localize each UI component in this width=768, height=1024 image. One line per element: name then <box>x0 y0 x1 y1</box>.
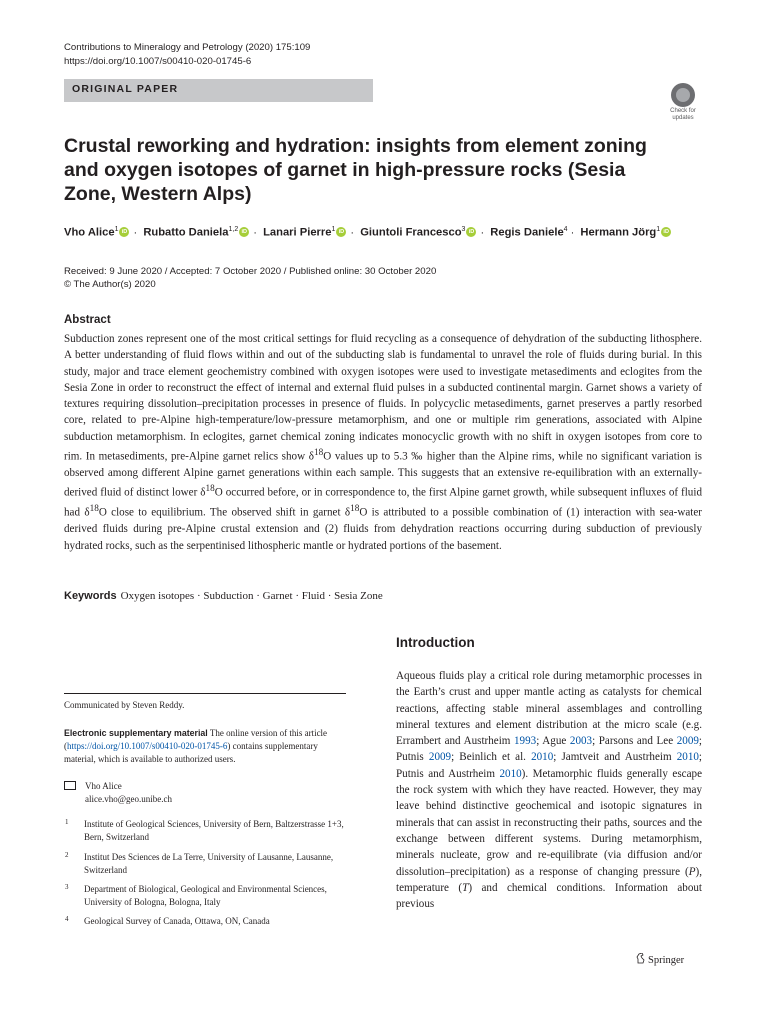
communicated-by: Communicated by Steven Reddy. <box>64 700 185 710</box>
citation-link[interactable]: 2010 <box>676 751 699 764</box>
introduction-body: Aqueous fluids play a critical role during metamorphic processes in the Earth’s crust and upper mantle acting as catalysts for chemical reactions, affecting stable mineral assemblages and controlling mineral textures and element distribution at the micro scale (e.g. Errambert and Austrheim 1993; Ague 2003; Parsons and Lee 2009; Putnis 2009; Beinlich et al. 2010; Jamtveit and Austrheim 2010; Putnis and Austrheim 2010). Metamorphic fluids generally escape the rock system with which they have reacted. However, they may leave behind distinctive geochemical and isotopic signatures in minerals that can assist in reconstructing their paths, sources and the exchange between different systems. During metamorphism, minerals nucleate, grow and re-equilibrate (via diffusion and/or dissolution–precipitation) as a response of changing pressure (P), temperature (T) and chemical conditions. Information about previous <box>396 670 702 911</box>
journal-citation: Contributions to Mineralogy and Petrology (2020) 175:109 <box>64 42 311 53</box>
author-name[interactable]: Regis Daniele <box>490 226 564 239</box>
dates-line: Received: 9 June 2020 / Accepted: 7 October 2020 / Published online: 30 October 2020 <box>64 266 437 277</box>
orcid-icon[interactable] <box>466 227 476 237</box>
supplementary-material-note: Electronic supplementary material The online version of this article (https://doi.org/10.1007/s00410-020-01745-6) contains supplementary material, which is available to authorized users. <box>64 728 328 764</box>
publisher-name: Springer <box>648 955 685 966</box>
affiliation-2: 2 Institut Des Sciences de La Terre, University of Lausanne, Lausanne, Switzerland <box>65 851 334 875</box>
footnote-divider <box>64 693 346 694</box>
author-name[interactable]: Lanari Pierre <box>263 226 332 239</box>
orcid-icon[interactable] <box>336 227 346 237</box>
abstract-heading: Abstract <box>64 314 111 326</box>
citation-link[interactable]: 2009 <box>428 751 452 764</box>
introduction-heading: Introduction <box>396 635 475 650</box>
author-affiliation: 3 <box>461 226 466 233</box>
check-for-updates-badge[interactable] <box>663 83 703 125</box>
author-affiliation: 4 <box>563 226 568 233</box>
affiliation-1: 1 Institute of Geological Sciences, University of Bern, Baltzerstrasse 1+3, Bern, Switzerland <box>65 818 344 842</box>
publisher-mark <box>636 953 684 966</box>
badge-line-2: updates <box>672 115 694 121</box>
citation-link[interactable]: 2009 <box>676 735 699 748</box>
author-affiliation: 1 <box>331 226 336 233</box>
affiliation-3: 3 Department of Biological, Geological and Environmental Sciences, University of Bologna, Bologna, Italy <box>65 883 327 907</box>
author-name[interactable]: Giuntoli Francesco <box>360 226 462 239</box>
author-name[interactable]: Hermann Jörg <box>580 226 657 239</box>
author-affiliation: 1 <box>656 226 661 233</box>
corresponding-author <box>64 780 172 806</box>
author-affiliation: 1 <box>114 226 119 233</box>
author-name[interactable]: Rubatto Daniela <box>143 226 229 239</box>
author-name[interactable]: Vho Alice <box>64 226 115 239</box>
journal-header <box>64 41 310 69</box>
badge-line-1: Check for <box>670 108 696 114</box>
author-separator: · <box>350 226 355 239</box>
paper-type-band <box>64 79 373 102</box>
orcid-icon[interactable] <box>119 227 129 237</box>
publication-dates <box>64 265 436 291</box>
citation-link[interactable]: 2010 <box>499 767 522 780</box>
envelope-icon <box>64 781 76 790</box>
author-separator: · <box>570 226 575 239</box>
check-for-updates-icon <box>671 83 695 107</box>
esm-doi-link[interactable]: https://doi.org/10.1007/s00410-020-01745-6 <box>67 741 228 751</box>
paper-type-label: ORIGINAL PAPER <box>72 83 179 95</box>
contact-name: Vho Alice <box>85 781 122 791</box>
author-affiliation: 1,2 <box>228 226 239 233</box>
author-separator: · <box>480 226 485 239</box>
author-separator: · <box>133 226 138 239</box>
abstract-body: Subduction zones represent one of the most critical settings for fluid recycling as a consequence of dehydration of the subducting lithosphere. A better understanding of fluid flows within and out of the subducting slab is fundamental to unravel the role of fluids during burial. In this study, major and trace element geochemistry combined with oxygen isotopes were used to investigate metasediments and eclogites from the Sesia Zone in order to reconstruct the effect of internal and external fluid pulses in a subducted continental margin. Garnet shows a variety of textures requiring dissolution–precipitation processes in presence of fluids. In polycyclic metasediments, garnet preserves a partly resorbed core, related to pre-Alpine high-temperature/low-pressure metamorphism, and one or multiple rim generations, associated with Alpine subduction metamorphism. In eclogites, garnet chemical zoning indicates monocyclic growth with no shift in oxygen isotopes from core to rim. In metasediments, pre-Alpine garnet relics show $\delta^{18}O$ values up to 5.3 ‰ higher than the Alpine rims, while no significant variation is observed among different Alpine garnet generations within each sample. This suggests that an extensive re-equilibration with an externally-derived fluid of distinct lower $\delta^{18}O$ occurred before, or in correspondence to, the first Alpine garnet growth, while subsequent influxes of fluid had $\delta^{18}O$ close to equilibrium. The observed shift in garnet $\delta^{18}O$ is attributed to a possible combination of (1) interaction with sea-water derived fluids during pre-Alpine crustal extension and (2) fluids from dehydration reactions occurring during subduction of previously hydrated rocks, such as the serpentinised lithospheric mantle or hydrated portions of the basement. <box>64 333 703 552</box>
keywords-label: Keywords <box>64 590 117 602</box>
contact-email[interactable]: alice.vho@geo.unibe.ch <box>85 794 173 804</box>
citation-link[interactable]: 1993 <box>514 735 537 748</box>
orcid-icon[interactable] <box>239 227 249 237</box>
springer-horse-icon <box>636 953 645 964</box>
keywords-text: Oxygen isotopes · Subduction · Garnet · Fluid · Sesia Zone <box>120 590 383 602</box>
keywords-line <box>64 590 383 602</box>
citation-link[interactable]: 2003 <box>569 735 593 748</box>
copyright-line: © The Author(s) 2020 <box>64 279 156 290</box>
author-separator: · <box>253 226 257 239</box>
article-doi[interactable]: https://doi.org/10.1007/s00410-020-01745-6 <box>64 56 252 67</box>
citation-link[interactable]: 2010 <box>531 751 554 764</box>
author-list <box>64 226 724 239</box>
orcid-icon[interactable] <box>661 227 671 237</box>
esm-label: Electronic supplementary material <box>64 728 208 738</box>
paper-title: Crustal reworking and hydration: insights from element zoning and oxygen isotopes of garnet in high-pressure rocks (Sesia Zone, Western Alps) <box>64 135 647 205</box>
affiliation-4: 4 Geological Survey of Canada, Ottawa, ON, Canada <box>65 915 270 926</box>
